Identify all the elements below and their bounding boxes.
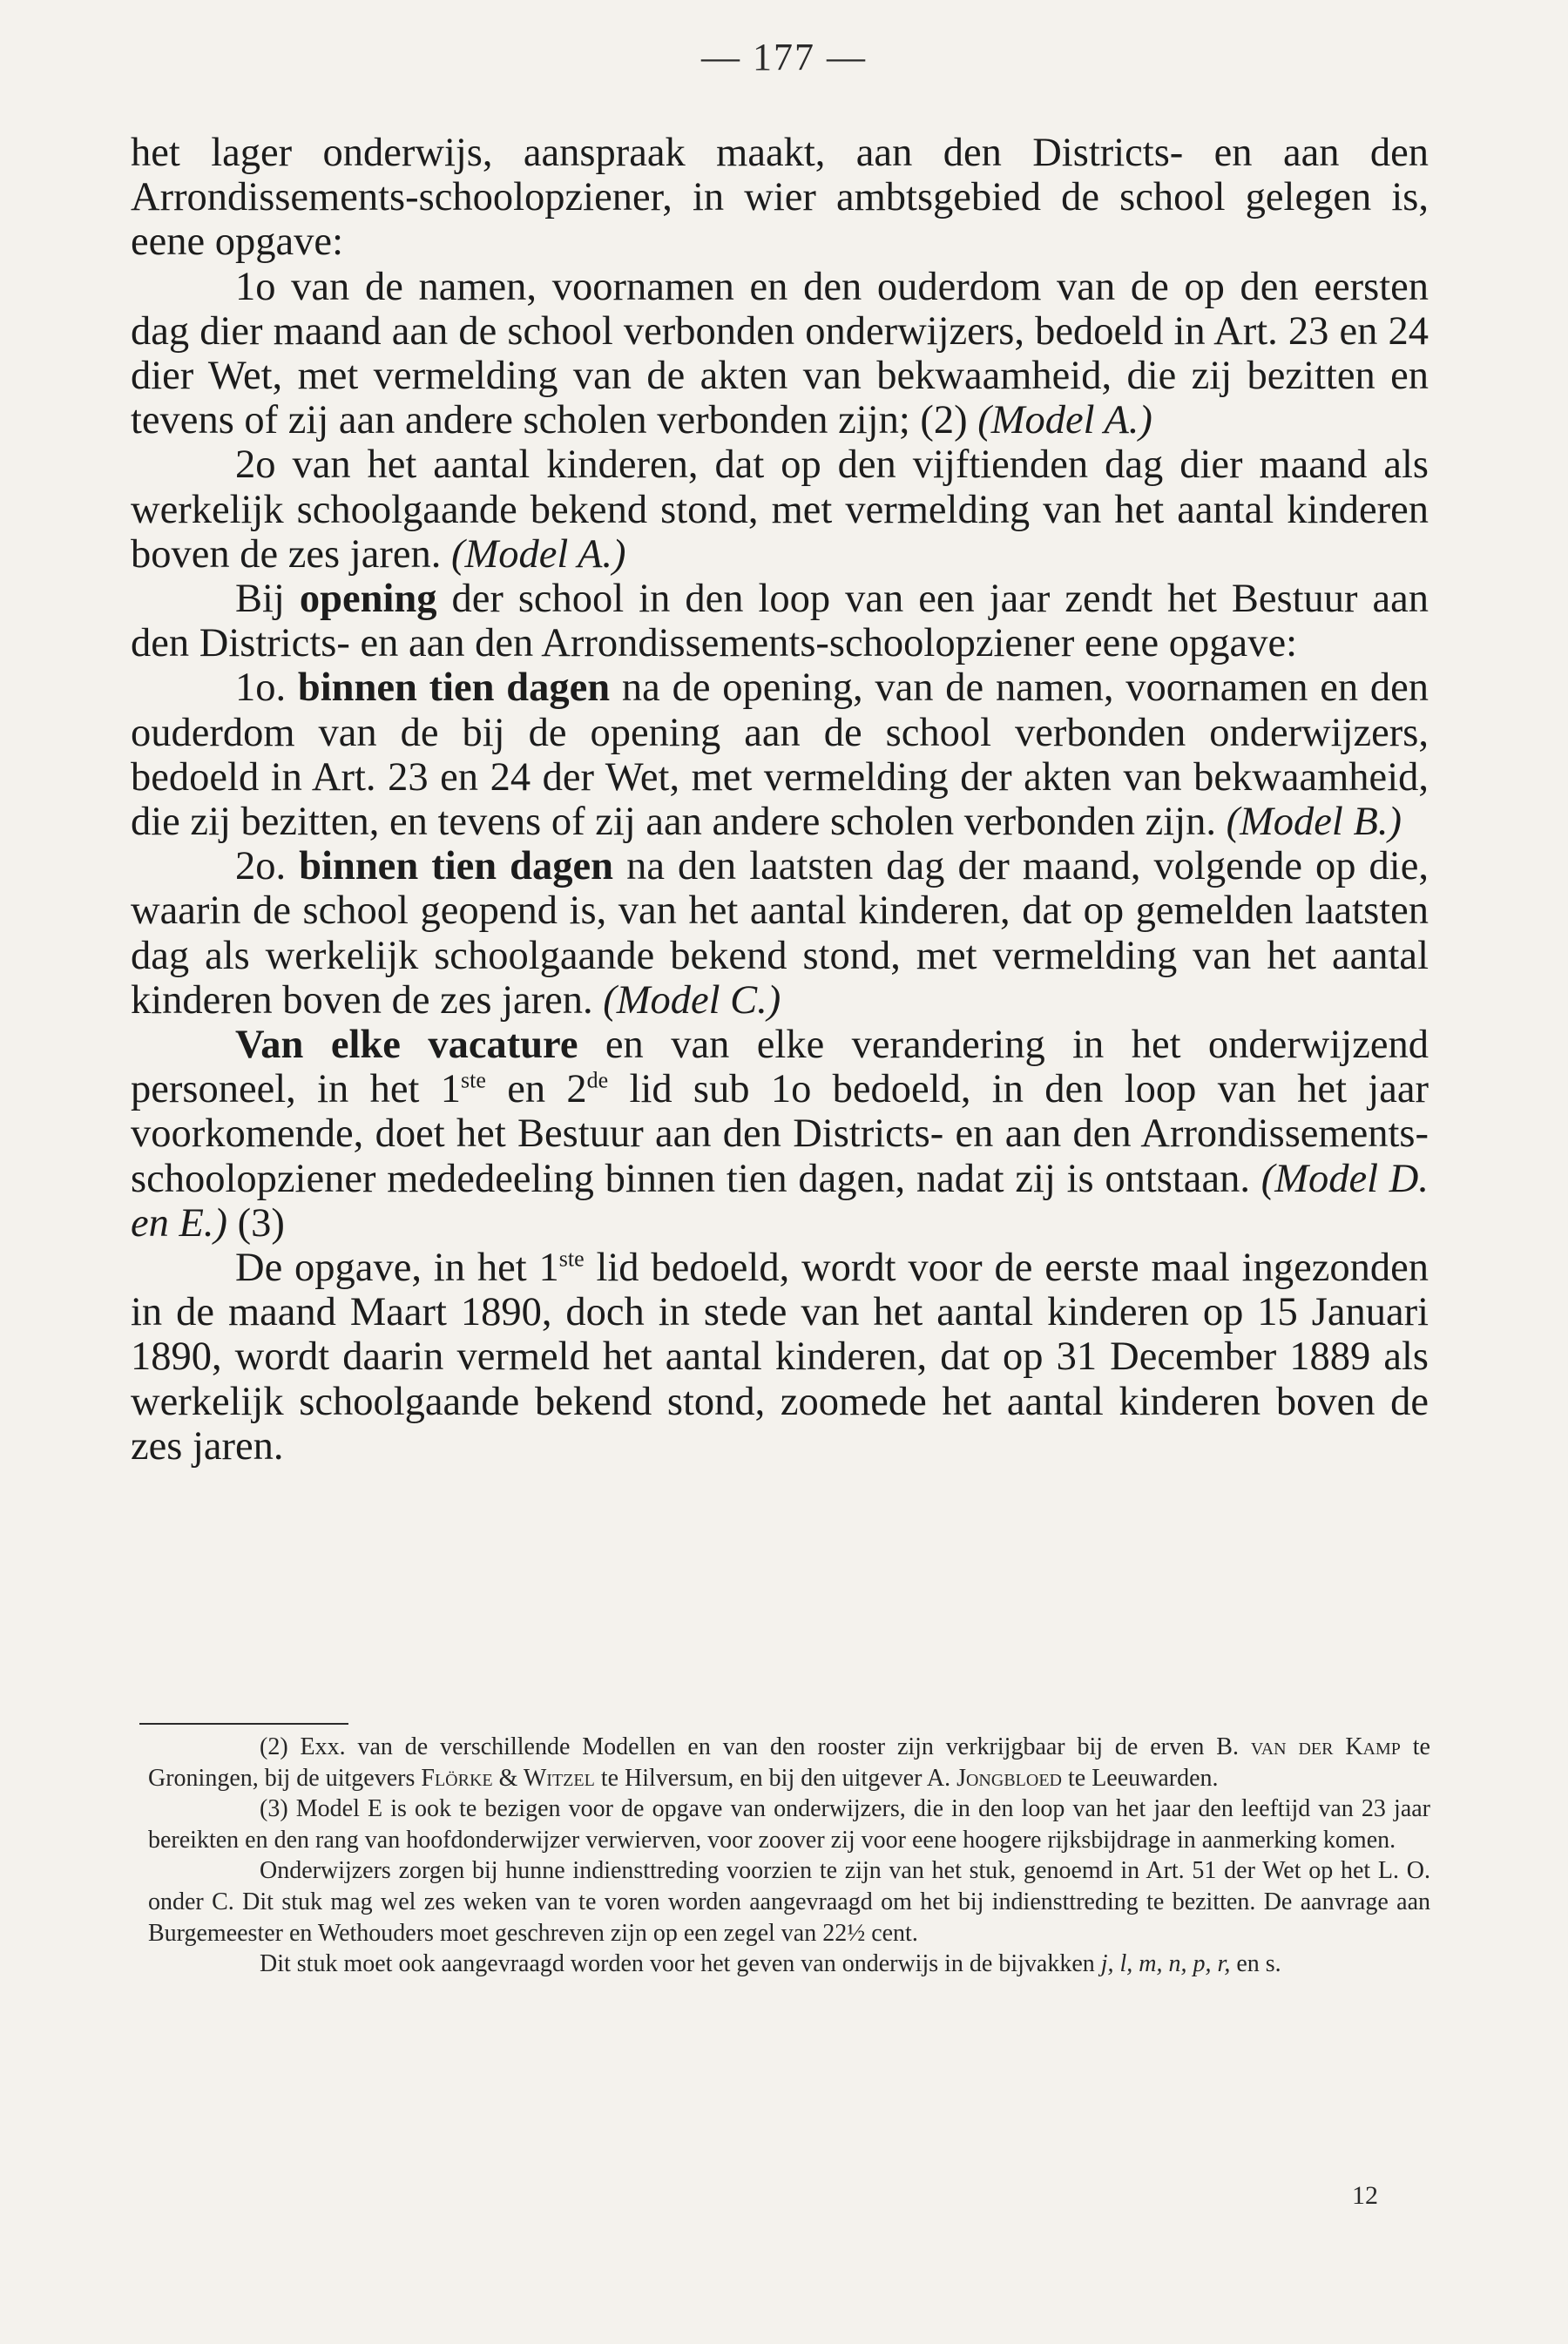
- text-run: te Leeuwarden.: [1061, 1764, 1219, 1792]
- body-text: [131, 131, 1429, 1469]
- footnote-2: [148, 1732, 1430, 1793]
- text-run: De opgave, in het 1: [235, 1246, 559, 1291]
- text-run: Bij: [235, 577, 300, 622]
- model-ref: (Model A.): [977, 398, 1152, 443]
- footnote-note-bijvakken: [148, 1949, 1430, 1980]
- publisher-name: van der Kamp: [1250, 1733, 1401, 1760]
- publisher-name: Flörke & Witzel: [421, 1764, 595, 1792]
- paragraph-opening-item-2: [131, 844, 1429, 1023]
- page-number: — 177 —: [701, 36, 867, 78]
- footnote-ref-2: (2): [920, 398, 968, 443]
- text-run: lid bedoeld, wordt voor de eerste maal ingezonden in de maand Maart 1890, doch in stede van het aantal kinderen op 15 Januari 1890, wordt daarin vermeld het aantal kinderen, dat op 31 December 1889 als werkelijk schoolgaande bekend stond, zoomede het aantal kinderen boven de zes jaren.: [131, 1246, 1429, 1469]
- model-ref: (Model B.): [1226, 800, 1402, 845]
- item-text: na den laatsten dag der maand, volgende op die, waarin de school geopend is, van het aantal kinderen, dat op gemelden laatsten dag als werkelijk schoolgaande bekend stond, met vermelding van het aantal kinderen boven de zes jaren.: [131, 844, 1429, 1023]
- paragraph-opening: [131, 577, 1429, 665]
- text-run: te Groningen, bij de uitgevers: [148, 1733, 1430, 1792]
- footnote-divider: [139, 1723, 348, 1725]
- model-ref: (Model A.): [450, 531, 626, 577]
- text-run: te Hilversum, en bij den uitgever A.: [594, 1764, 957, 1792]
- superscript: ste: [460, 1067, 486, 1093]
- publisher-name: Jongbloed: [956, 1764, 1062, 1792]
- paragraph-opgave: [131, 1246, 1429, 1469]
- bold-term: Van elke vacature: [235, 1023, 578, 1068]
- text-run: en s.: [1230, 1950, 1281, 1978]
- signature-mark: 12: [1352, 2181, 1378, 2210]
- item-number: 2o.: [235, 844, 287, 889]
- text-run: der school in den loop van een jaar zendt het Bestuur aan den Districts- en aan den Arrondissements-schoolopziener eene opgave:: [131, 577, 1429, 666]
- footnote-3: (3) Model E is ook te bezigen voor de opgave van onderwijzers, die in den loop van het jaar den leeftijd van 23 jaar bereikten en den rang van hoofdonderwijzer verwierven, voor zoover zij voor eene hoogere rijksbijdrage in aanmerking komen.: [148, 1795, 1430, 1854]
- superscript: ste: [558, 1246, 585, 1272]
- item-text: na de opening, van de namen, voornamen en den ouderdom van de bij de opening aan de school verbonden onderwijzers, bedoeld in Art. 23 en 24 der Wet, met vermelding der akten van bekwaamheid, die zij bezitten, en tevens of zij aan andere scholen verbonden zijn.: [131, 665, 1429, 845]
- bold-term: binnen tien dagen: [286, 665, 611, 711]
- paragraph-item-1: [131, 265, 1429, 443]
- paragraph-item-2: [131, 442, 1429, 577]
- text-run: (2) Exx. van de verschillende Modellen en van den rooster zijn verkrijgbaar bij de erven B.: [260, 1733, 1251, 1760]
- bold-term: opening: [299, 577, 437, 622]
- text-run: en 2: [485, 1067, 587, 1112]
- superscript: de: [586, 1067, 609, 1093]
- item-number: 1o: [235, 264, 276, 309]
- model-ref: (Model D. en E.): [131, 1156, 1429, 1246]
- paragraph-opening-item-1: [131, 665, 1429, 844]
- text-run: lid sub 1o bedoeld, in den loop van het jaar voorkomende, doet het Bestuur aan den Districts- en aan den Arrondissements-schoolopziener mededeeling binnen tien dagen, nadat zij is ontstaan.: [131, 1067, 1429, 1201]
- footnote-note-onderwijzers: Onderwijzers zorgen bij hunne indiensttreding voorzien te zijn van het stuk, genoemd in Art. 51 der Wet op het L. O. onder C. Dit stuk mag wel zes weken van te voren worden aangevraagd om het bij indiensttreding te bezitten. De aanvrage aan Burgemeester en Wethouders moet geschreven zijn op een zegel van 22½ cent.: [148, 1857, 1430, 1947]
- footnotes: [148, 1732, 1430, 1980]
- item-number: 2o: [235, 442, 276, 488]
- text-run: Dit stuk moet ook aangevraagd worden voor het geven van onderwijs in de bijvakken: [260, 1950, 1101, 1978]
- bold-term: binnen tien dagen: [286, 844, 614, 889]
- paragraph-vacature: [131, 1023, 1429, 1246]
- footnote-ref-3: (3): [227, 1200, 285, 1246]
- text-run: en van elke verandering in het onderwijzend personeel, in het 1: [131, 1023, 1429, 1112]
- subject-letters: j, l, m, n, p, r,: [1100, 1950, 1231, 1978]
- item-text: van de namen, voornamen en den ouderdom van de op den eersten dag dier maand aan de school verbonden onderwijzers, bedoeld in Art. 23 en 24 dier Wet, met vermelding van de akten van bekwaamheid, die zij bezitten en tevens of zij aan andere scholen verbonden zijn;: [131, 264, 1429, 443]
- paragraph-intro: het lager onderwijs, aanspraak maakt, aan den Districts- en aan den Arrondissements-schoolopziener, in wier ambtsgebied de school gelegen is, eene opgave:: [131, 131, 1429, 265]
- item-text: van het aantal kinderen, dat op den vijftienden dag dier maand als werkelijk schoolgaande bekend stond, met vermelding van het aantal kinderen boven de zes jaren.: [131, 442, 1429, 577]
- item-number: 1o.: [235, 665, 287, 711]
- model-ref: (Model C.): [603, 977, 781, 1023]
